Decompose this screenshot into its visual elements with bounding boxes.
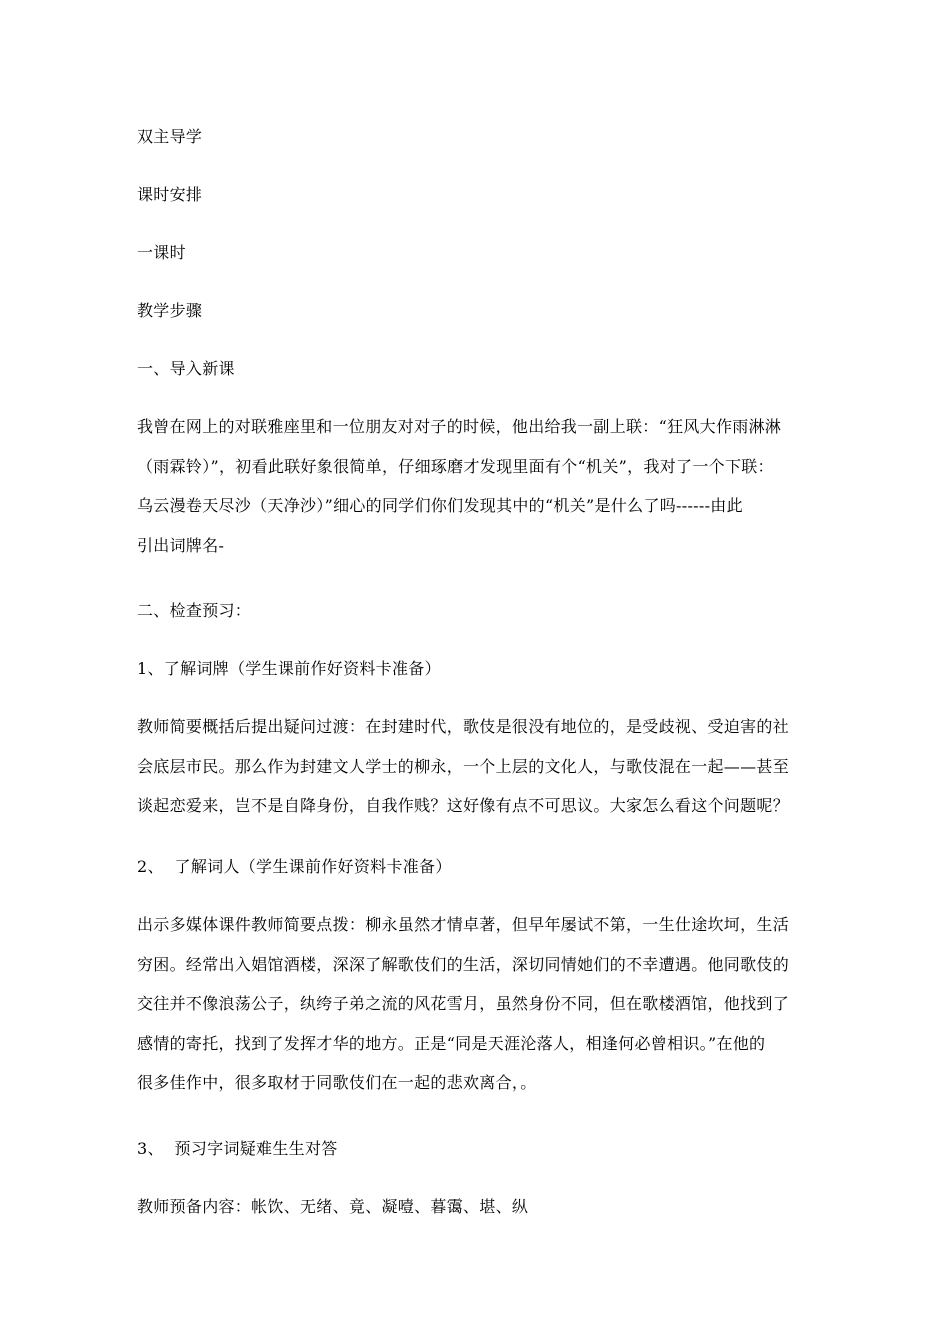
paragraph-line: 会底层市民。那么作为封建文人学士的柳永，一个上层的文化人，与歌伎混在一起——甚至 [137,756,790,776]
item-3-heading: 3、 预习字词疑难生生对答 [137,1139,338,1158]
paragraph-line: 交往并不像浪荡公子，纨绔子弟之流的风花雪月，虽然身份不同，但在歌楼酒馆，他找到了 [137,994,790,1013]
paragraph-line: 教师简要概括后提出疑问过渡：在封建时代，歌伎是很没有地位的，是受歧视、受迫害的社 [137,717,790,736]
section-2-heading: 二、检查预习： [137,601,252,620]
paragraph-line: 谈起恋爱来，岂不是自降身份，自我作贱？这好像有点不可思议。大家怎么看这个问题呢？ [137,796,790,815]
item-1-paragraph [137,707,817,826]
paragraph-line: 很多佳作中，很多取材于同歌伎们在一起的悲欢离合，。 [137,1073,537,1092]
heading-shuang-zhu-dao-xue: 双主导学 [137,127,203,146]
item-1-heading: 1、了解词牌（学生课前作好资料卡准备） [137,659,441,678]
section-1-heading: 一、导入新课 [137,359,235,378]
heading-teaching-steps: 教学步骤 [137,301,203,320]
item-2-paragraph [137,905,817,1103]
paragraph-line: 我曾在网上的对联雅座里和一位朋友对对子的时候，他出给我一副上联：“狂风大作雨淋淋 [137,417,782,436]
paragraph-line: 感情的寄托，找到了发挥才华的地方。正是“同是天涯沦落人，相逢何必曾相识。”在他的 [137,1033,766,1053]
paragraph-line: 引出词牌名- [137,535,225,555]
intro-paragraph [137,407,817,565]
paragraph-line: （雨霖铃）”，初看此联好象很简单，仔细琢磨才发现里面有个“机关”，我对了一个下联： [137,456,774,476]
paragraph-line: 穷困。经常出入娼馆酒楼，深深了解歌伎们的生活，深切同情她们的不幸遭遇。他同歌伎的 [137,954,790,974]
heading-lesson-arrangement: 课时安排 [137,185,203,204]
paragraph-line: 乌云漫卷天尽沙（天净沙）”细心的同学们你们发现其中的“机关”是什么了吗------由此 [137,496,743,515]
item-2-heading: 2、 了解词人（学生课前作好资料卡准备） [137,857,452,876]
item-3-paragraph: 教师预备内容：帐饮、无绪、竟、凝噎、暮霭、堪、纵 [137,1197,529,1216]
paragraph-line: 出示多媒体课件教师简要点拨：柳永虽然才情卓著，但早年屡试不第，一生仕途坎坷，生活 [137,915,790,934]
text-one-lesson: 一课时 [137,243,186,262]
